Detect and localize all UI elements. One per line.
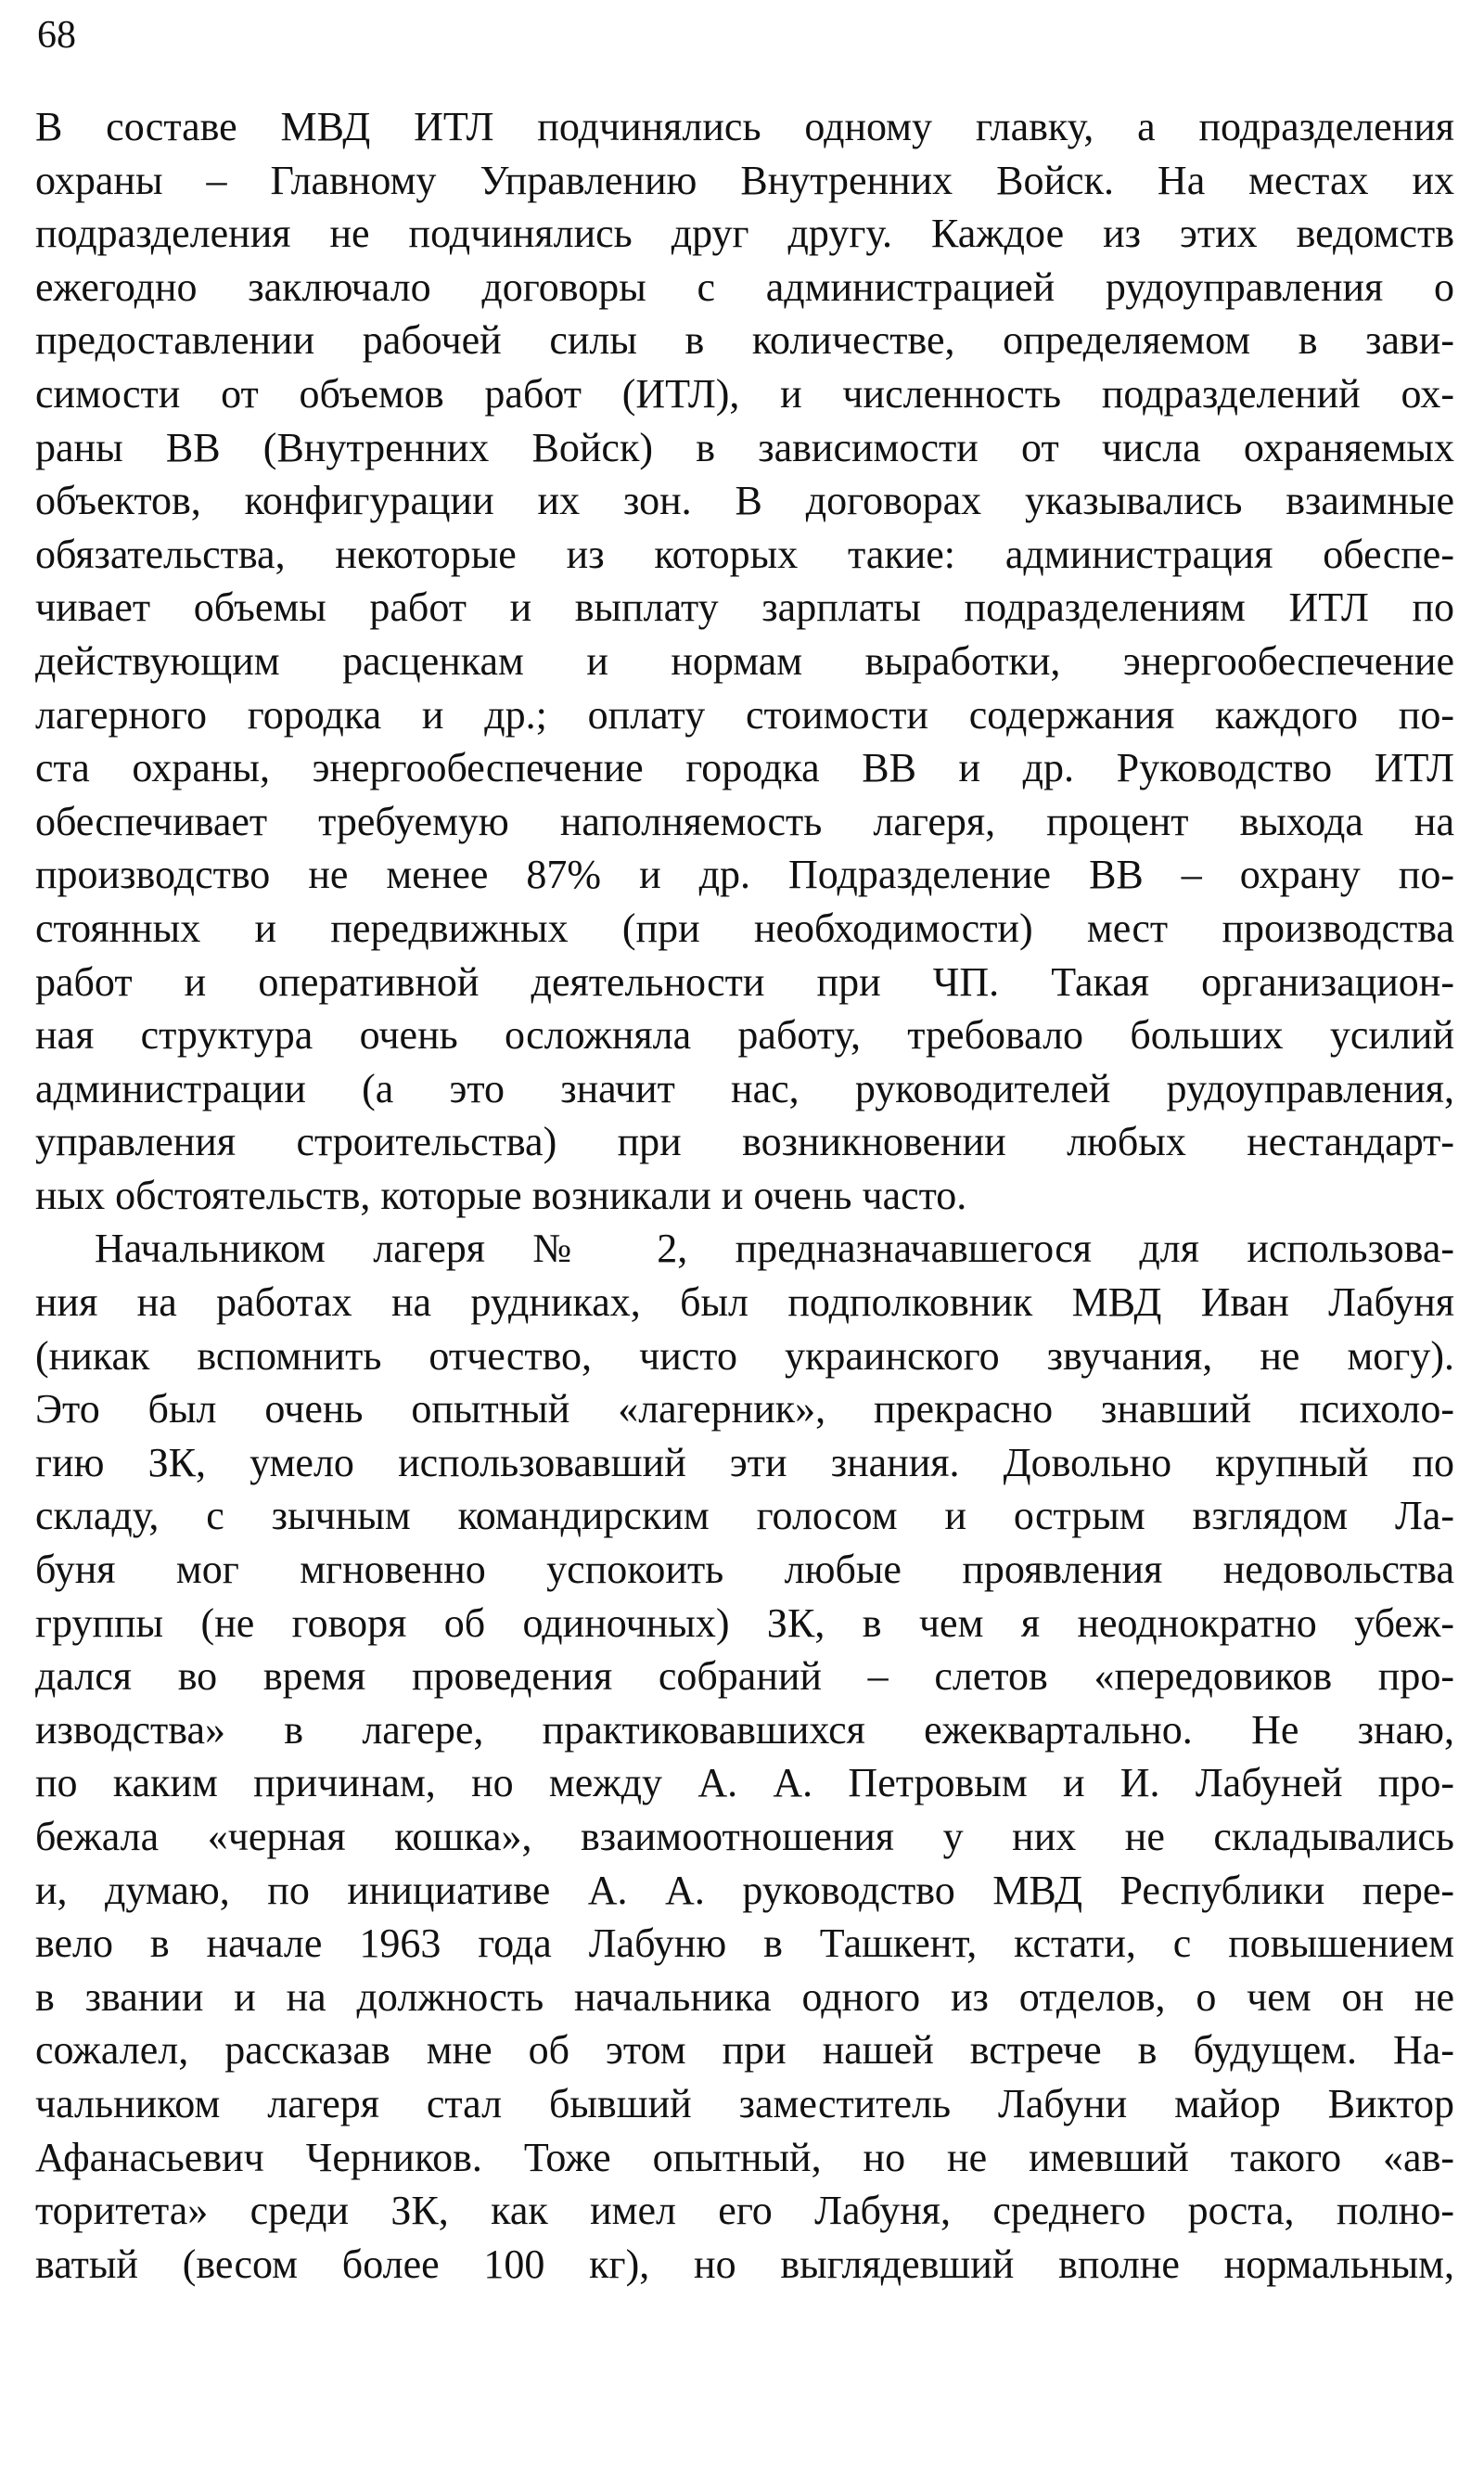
text-line: ста охраны, энергообеспечение городка ВВ и др. Руководство ИТЛ [35, 745, 1454, 791]
text-line: буня мог мгновенно успокоить любые проявления недовольства [35, 1547, 1454, 1593]
text-line: ватый (весом более 100 кг), но выглядевший вполне нормальным, [35, 2241, 1454, 2287]
text-line: ния на работах на рудниках, был подполковник МВД Иван Лабуня [35, 1279, 1454, 1326]
text-line: ная структура очень осложняла работу, требовало больших усилий [35, 1012, 1454, 1059]
text-line: охраны – Главному Управлению Внутренних Войск. На местах их [35, 157, 1454, 203]
text-line: работ и оперативной деятельности при ЧП. Такая организацион- [35, 958, 1454, 1005]
text-line: и, думаю, по инициативе А. А. руководство МВД Республики пере- [35, 1867, 1454, 1913]
text-line: (никак вспомнить отчество, чисто украинского звучания, не могу). [35, 1332, 1454, 1379]
text-line: объектов, конфигурации их зон. В договорах указывались взаимные [35, 478, 1454, 524]
text-line: раны ВВ (Внутренних Войск) в зависимости от числа охраняемых [35, 424, 1454, 470]
text-line: Начальником лагеря № 2, предназначавшегося для использова- [95, 1226, 1454, 1272]
text-line: чивает объемы работ и выплату зарплаты подразделениям ИТЛ по [35, 584, 1454, 631]
text-line: группы (не говоря об одиночных) ЗК, в чем я неоднократно убеж- [35, 1599, 1454, 1646]
text-line: в звании и на должность начальника одного из отделов, о чем он не [35, 1973, 1454, 2020]
text-line: бежала «черная кошка», взаимоотношения у них не складывались [35, 1814, 1454, 1859]
text-line: торитета» среди ЗК, как имел его Лабуня, среднего роста, полно- [35, 2188, 1454, 2234]
text-line: Афанасьевич Черников. Тоже опытный, но не имевший такого «ав- [35, 2134, 1454, 2180]
text-line: ежегодно заключало договоры с администрацией рудоуправления о [35, 263, 1454, 310]
text-line: гию ЗК, умело использовавший эти знания. Довольно крупный по [35, 1439, 1454, 1485]
text-line: производство не менее 87% и др. Подразделение ВВ – охрану по- [35, 852, 1454, 898]
text-line: сожалел, рассказав мне об этом при нашей встрече в будущем. На- [35, 2027, 1454, 2074]
text-line: вело в начале 1963 года Лабуню в Ташкент, кстати, с повышением [35, 1920, 1454, 1967]
page-number: 68 [37, 14, 76, 57]
text-line: складу, с зычным командирским голосом и острым взглядом Ла- [35, 1493, 1454, 1539]
text-line: чальником лагеря стал бывший заместитель Лабуни майор Виктор [35, 2080, 1454, 2126]
text-line: изводства» в лагере, практиковавшихся ежеквартально. Не знаю, [35, 1706, 1454, 1753]
text-line: администрации (а это значит нас, руководителей рудоуправления, [35, 1065, 1454, 1111]
text-line: ных обстоятельств, которые возникали и очень часто. [35, 1172, 967, 1218]
text-line: обязательства, некоторые из которых такие: администрация обеспе- [35, 531, 1454, 577]
text-line: симости от объемов работ (ИТЛ), и численность подразделений ох- [35, 370, 1454, 417]
paragraph-2 [35, 1222, 1454, 2291]
text-line: дался во время проведения собраний – слетов «передовиков про- [35, 1653, 1454, 1700]
text-line: Это был очень опытный «лагерник», прекрасно знавший психоло- [35, 1386, 1454, 1432]
text-line: предоставлении рабочей силы в количестве, определяемом в зави- [35, 317, 1454, 364]
text-line: по каким причинам, но между А. А. Петровым и И. Лабуней про- [35, 1760, 1454, 1806]
paragraph-1 [35, 100, 1454, 1222]
text-line: В составе МВД ИТЛ подчинялись одному главку, а подразделения [35, 104, 1454, 149]
text-line: подразделения не подчинялись друг другу. Каждое из этих ведомств [35, 211, 1454, 257]
text-line: лагерного городка и др.; оплату стоимости содержания каждого по- [35, 691, 1454, 738]
body-text [35, 100, 1454, 2291]
text-line: стоянных и передвижных (при необходимости) мест производства [35, 905, 1454, 951]
text-line: действующим расценкам и нормам выработки, энергообеспечение [35, 637, 1454, 684]
text-line: управления строительства) при возникновении любых нестандарт- [35, 1119, 1454, 1165]
text-line: обеспечивает требуемую наполняемость лагеря, процент выхода на [35, 798, 1454, 844]
